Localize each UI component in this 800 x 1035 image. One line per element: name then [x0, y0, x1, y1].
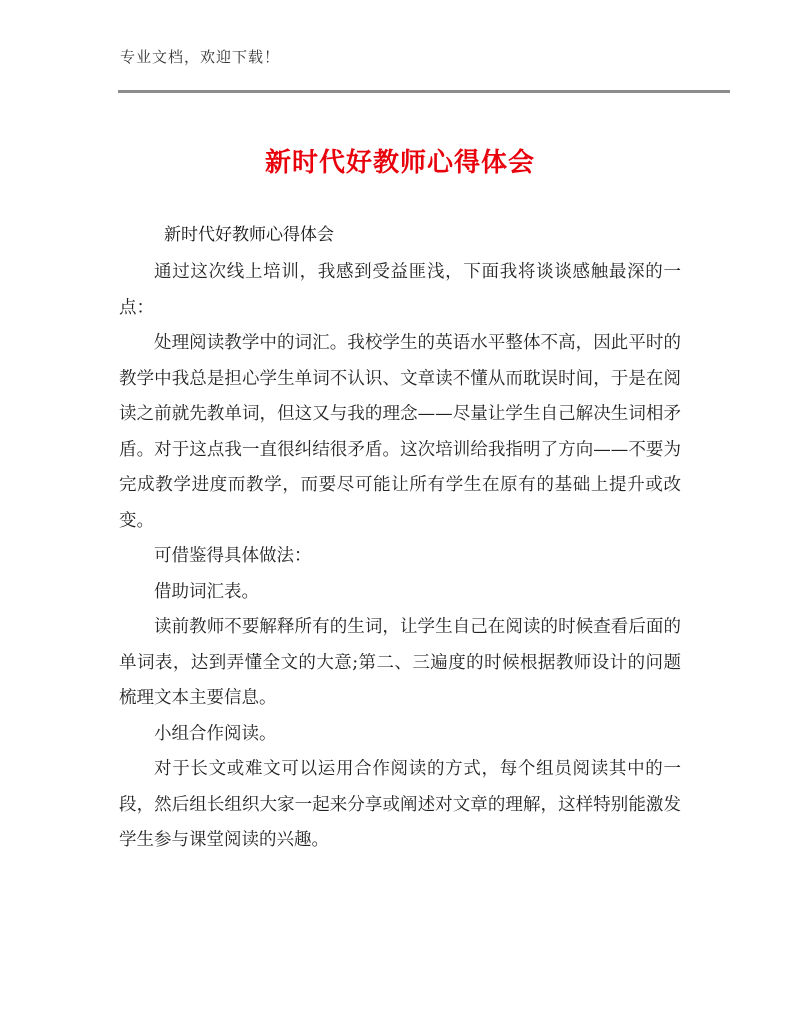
paragraph-method-1: 借助词汇表。 [154, 581, 259, 602]
document-subtitle: 新时代好教师心得体会 [164, 225, 334, 245]
paragraph-method-1-detail: 读前教师不要解释所有的生词，让学生自己在阅读的时候查看后面的单词表，达到弄懂全文的大意;第二、三遍度的时候根据教师设计的问题梳理文本主要信息。 [119, 617, 681, 708]
document-body [119, 255, 681, 859]
paragraph-method-2-detail: 对于长文或难文可以运用合作阅读的方式，每个组员阅读其中的一段，然后组长组织大家一起来分享或阐述对文章的理解，这样特别能激发学生参与课堂阅读的兴趣。 [119, 759, 681, 850]
header-divider [118, 90, 730, 93]
paragraph-intro: 通过这次线上培训，我感到受益匪浅，下面我将谈谈感触最深的一点： [119, 262, 681, 318]
document-title: 新时代好教师心得体会 [264, 148, 535, 178]
paragraph-method-2: 小组合作阅读。 [154, 723, 277, 744]
paragraph-methods-heading: 可借鉴得具体做法： [154, 546, 312, 566]
header-note: 专业文档，欢迎下载！ [120, 48, 281, 66]
paragraph-vocabulary: 处理阅读教学中的词汇。我校学生的英语水平整体不高，因此平时的教学中我总是担心学生单词不认识、文章读不懂从而耽误时间，于是在阅读之前就先教单词，但这又与我的理念——尽量让学生自己解决生词相矛盾。对于这点我一直很纠结很矛盾。这次培训给我指明了方向——不要为完成教学进度而教学，而要尽可能让所有学生在原有的基础上提升或改变。 [119, 333, 681, 531]
